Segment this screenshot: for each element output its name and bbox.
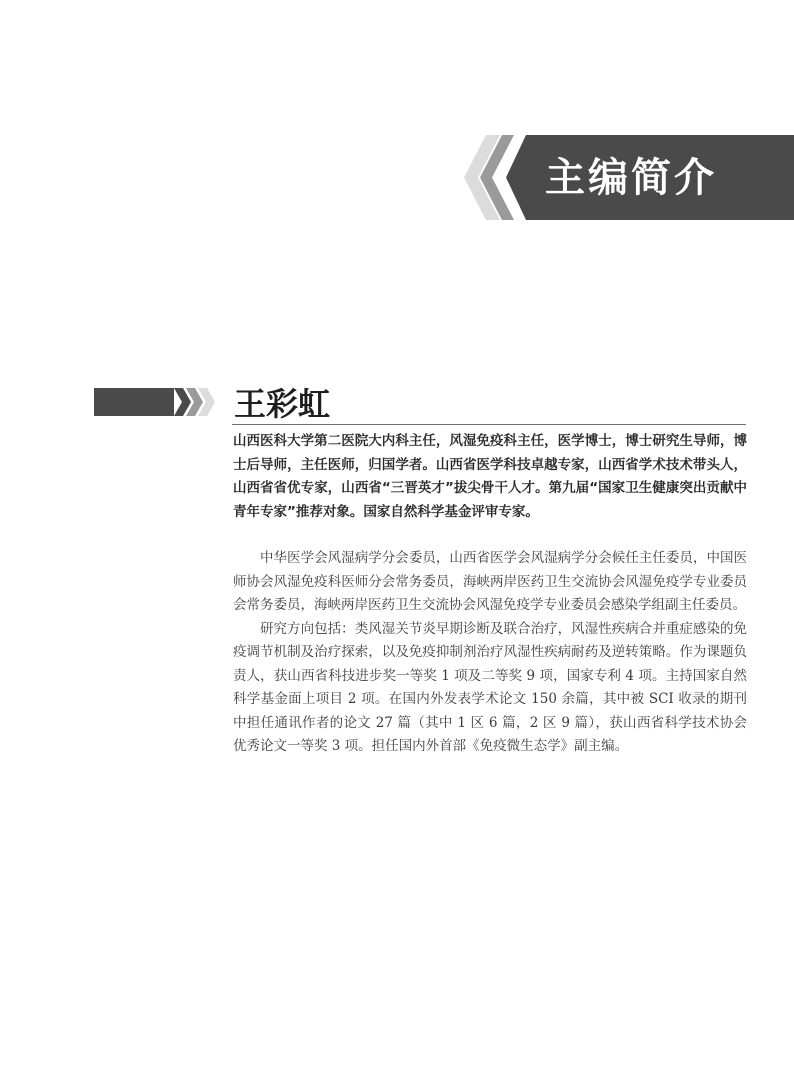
- editor-summary: 山西医科大学第二医院大内科主任，风湿免疫科主任，医学博士，博士研究生导师，博士后导师，主任医师，归国学者。山西省医学科技卓越专家，山西省学术技术带头人，山西省省优专家，山西省“三晋英才”拔尖骨干人才。第九届“国家卫生健康突出贡献中青年专家”推荐对象。国家自然科学基金评审专家。: [233, 433, 747, 520]
- editor-bio: [233, 547, 747, 759]
- bio-paragraph: 中华医学会风湿病学分会委员，山西省医学会风湿病学分会候任主任委员，中国医师协会风湿免疫科医师分会常务委员，海峡两岸医药卫生交流协会风湿免疫学专业委员会常务委员，海峡两岸医药卫生交流协会风湿免疫学专业委员会感染学组副主任委员。: [233, 550, 747, 613]
- section-title: 主编简介: [545, 154, 717, 201]
- name-decoration: [94, 388, 218, 416]
- name-divider: [232, 424, 746, 425]
- section-banner: [458, 135, 794, 220]
- bio-paragraph: 研究方向包括：类风湿关节炎早期诊断及联合治疗，风湿性疾病合并重症感染的免疫调节机制及治疗探索，以及免疫抑制剂治疗风湿性疾病耐药及逆转策略。作为课题负责人，获山西省科技进步奖一等奖 1 项及二等奖 9 项，国家专利 4 项。主持国家自然科学基金面上项目 2 项。在国内外发表学术论文 150 余篇，其中被 SCI 收录的期刊中担任通讯作者的论文 27 篇（其中 1 区 6 篇，2 区 9 篇），获山西省科学技术协会优秀论文一等奖 3 项。担任国内外首部《免疫微生态学》副主编。: [233, 620, 747, 754]
- name-deco-bar: [94, 388, 174, 416]
- editor-name: 王彩虹: [234, 385, 331, 423]
